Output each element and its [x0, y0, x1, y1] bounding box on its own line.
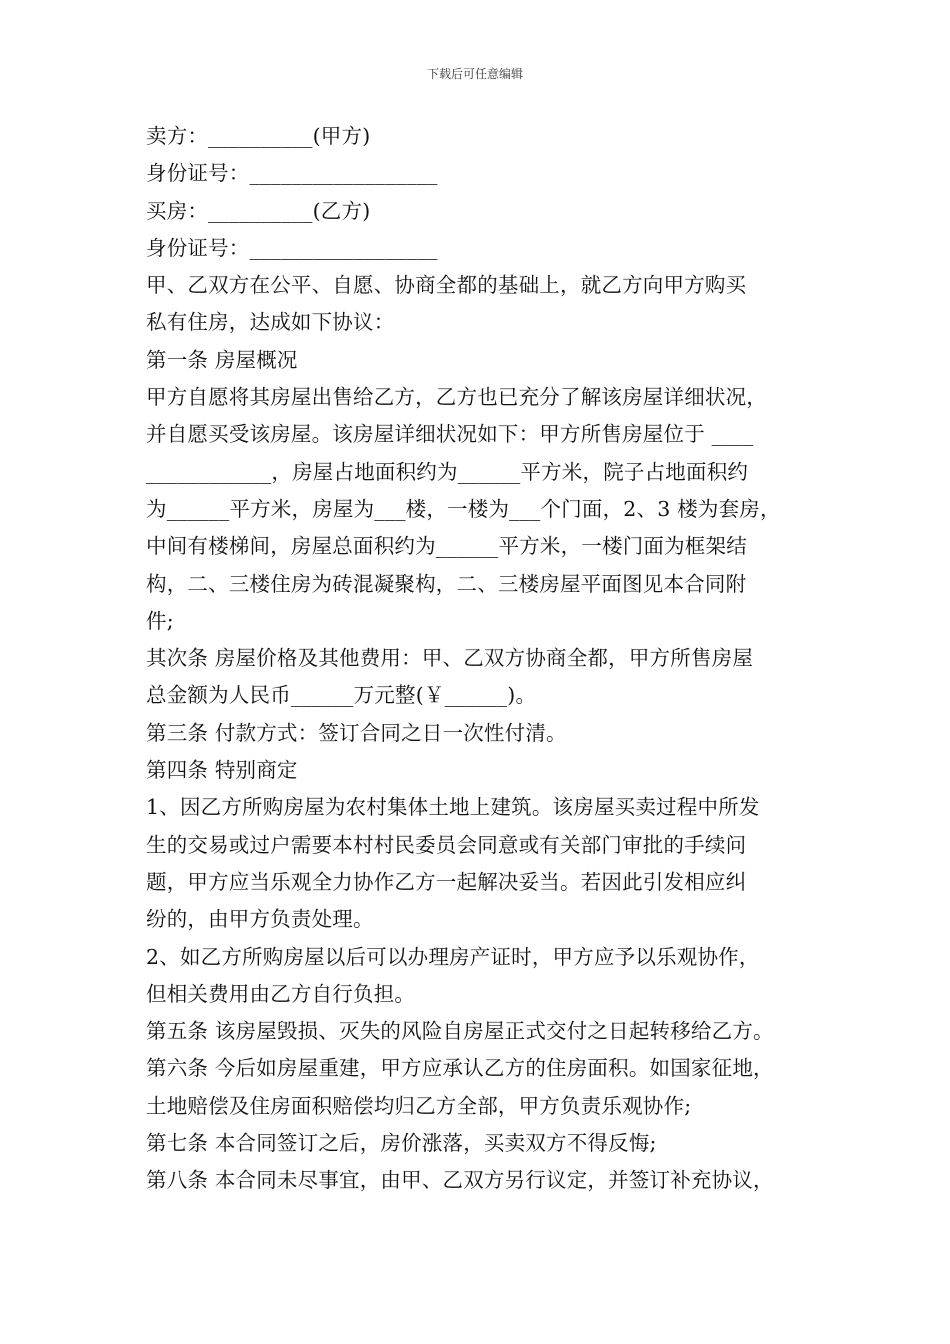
page-header-note: 下载后可任意编辑 [426, 67, 523, 81]
article-5-line: 第五条 该房屋毁损、灭失的风险自房屋正式交付之日起转移给乙方。 [146, 1019, 774, 1044]
intro-line-1: 甲、乙双方在公平、自愿、协商全都的基础上，就乙方向甲方购买 [146, 273, 747, 298]
buyer-line: 买房：__________(乙方) [146, 198, 371, 223]
article-2-line-1: 其次条 房屋价格及其他费用：甲、乙双方协商全都，甲方所售房屋 [146, 646, 754, 671]
article-4-item-1-line-1: 1、因乙方所购房屋为农村集体土地上建筑。该房屋买卖过程中所发 [146, 795, 760, 820]
buyer-id-line: 身份证号：__________________ [146, 235, 438, 260]
article-8-line: 第八条 本合同未尽事宜，由甲、乙双方另行议定，并签订补充协议， [146, 1168, 774, 1193]
seller-id-line: 身份证号：__________________ [146, 161, 438, 186]
article-1-line-5: 中间有楼梯间，房屋总面积约为______平方米，一楼门面为框架结 [146, 534, 747, 559]
article-4-item-1-line-3: 题，甲方应当乐观全力协作乙方一起解决妥当。若因此引发相应纠 [146, 869, 747, 894]
article-4-item-2-line-2: 但相关费用由乙方自行负担。 [146, 981, 416, 1006]
intro-line-2: 私有住房，达成如下协议： [146, 310, 395, 335]
contract-body [146, 118, 822, 1200]
article-4-item-2-line-1: 2、如乙方所购房屋以后可以办理房产证时，甲方应予以乐观协作， [146, 944, 760, 969]
article-1-line-3: ____________，房屋占地面积约为______平方米，院子占地面积约 [146, 459, 749, 484]
article-4-item-1-line-2: 生的交易或过户需要本村村民委员会同意或有关部门审批的手续问 [146, 832, 747, 857]
article-4-heading: 第四条 特别商定 [146, 758, 298, 783]
article-2-line-2: 总金额为人民币______万元整(￥______)。 [146, 683, 537, 708]
article-6-line-1: 第六条 今后如房屋重建，甲方应承认乙方的住房面积。如国家征地， [146, 1056, 774, 1081]
article-6-line-2: 土地赔偿及住房面积赔偿均归乙方全部，甲方负责乐观协作; [146, 1093, 692, 1118]
article-1-line-4: 为______平方米，房屋为___楼，一楼为___个门面，2、3 楼为套房， [146, 496, 781, 521]
seller-line: 卖方：__________(甲方) [146, 124, 371, 148]
article-1-line-1: 甲方自愿将其房屋出售给乙方，乙方也已充分了解该房屋详细状况， [146, 385, 767, 410]
article-3-line: 第三条 付款方式：签订合同之日一次性付清。 [146, 720, 567, 745]
article-1-line-6: 构，二、三楼住房为砖混凝聚构，二、三楼房屋平面图见本合同附 [146, 571, 747, 596]
article-7-line: 第七条 本合同签订之后，房价涨落，买卖双方不得反悔; [146, 1131, 657, 1156]
article-1-line-7: 件; [146, 608, 174, 633]
article-4-item-1-line-4: 纷的，由甲方负责处理。 [146, 907, 374, 932]
article-1-heading: 第一条 房屋概况 [146, 347, 298, 372]
article-1-line-2: 并自愿买受该房屋。该房屋详细状况如下：甲方所售房屋位于 ____ [146, 422, 754, 447]
